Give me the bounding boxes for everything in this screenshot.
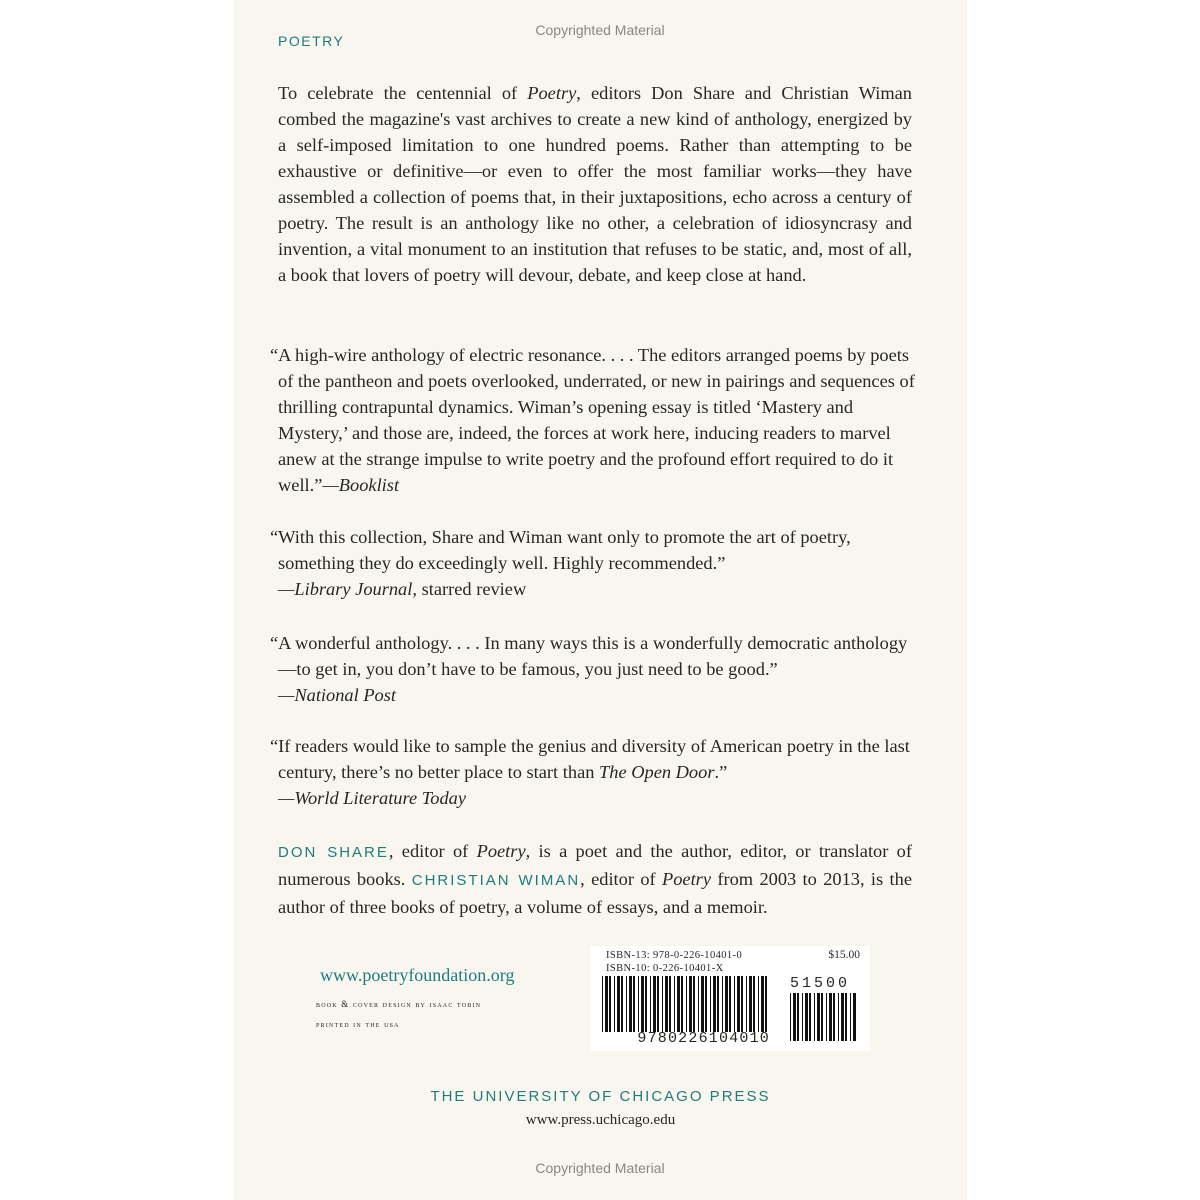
barcode-bar bbox=[614, 976, 615, 1032]
isbn-13: ISBN-13: 978-0-226-10401-0 bbox=[606, 950, 743, 961]
editor-name-christian-wiman: CHRISTIAN WIMAN bbox=[411, 872, 581, 889]
barcode-bar bbox=[761, 976, 764, 1032]
barcode-bar bbox=[701, 976, 704, 1032]
barcode-bar bbox=[609, 976, 611, 1032]
barcode-bar bbox=[826, 993, 827, 1041]
barcode-bar bbox=[853, 993, 856, 1041]
barcode-bar bbox=[805, 993, 808, 1041]
barcode-bar bbox=[749, 976, 752, 1032]
barcode-bar bbox=[705, 976, 707, 1032]
barcode-bar bbox=[797, 993, 799, 1041]
barcode-bar bbox=[665, 976, 668, 1032]
review-quote-library-journal: “With this collection, Share and Wiman want only to promote the art of poetry, something they do exceedingly well. Highly recommended.” —Library Journal, starred review bbox=[270, 524, 920, 602]
barcode-bar bbox=[829, 993, 832, 1041]
barcode-bar bbox=[669, 976, 671, 1032]
barcode-bar bbox=[838, 993, 839, 1041]
ean-digits: 9780226104010 bbox=[637, 1030, 770, 1047]
watermark-top: Copyrighted Material bbox=[535, 22, 665, 38]
price: $15.00 bbox=[828, 949, 860, 961]
quote-source: —Library Journal, starred review bbox=[278, 579, 527, 599]
barcode-bar bbox=[821, 993, 823, 1041]
publisher-url[interactable]: www.press.uchicago.edu bbox=[525, 1112, 676, 1128]
barcode-bar bbox=[722, 976, 723, 1032]
barcode-bar bbox=[638, 976, 639, 1032]
printed-in-usa: printed in the usa bbox=[316, 1019, 400, 1029]
addon-barcode-bars bbox=[790, 993, 860, 1041]
barcode-bar bbox=[686, 976, 687, 1032]
barcode-bar bbox=[713, 976, 716, 1032]
barcode-bar bbox=[741, 976, 743, 1032]
barcode-bar bbox=[746, 976, 747, 1032]
barcode-bar bbox=[833, 993, 835, 1041]
barcode-bar bbox=[850, 993, 851, 1041]
poetry-foundation-url[interactable]: www.poetryfoundation.org bbox=[320, 965, 515, 985]
barcode-bar bbox=[734, 976, 735, 1032]
barcode-bar bbox=[729, 976, 731, 1032]
review-quote-booklist: “A high-wire anthology of electric resonance. . . . The editors arranged poems by poets of the pantheon and poets overlooked, underrated, or new in pairings and sequences of thrilling contrapuntal dynamics. Wiman’s opening essay is titled ‘Mastery and Mystery,’ and those are, indeed, the forces at work here, inducing readers to marvel anew at the strange impulse to write poetry and the profound effort required to do it well.”—Booklist bbox=[270, 345, 915, 495]
isbn-10: ISBN-10: 0-226-10401-X bbox=[606, 963, 724, 974]
editors-bio: DON SHARE, editor of Poetry, is a poet and the author, editor, or translator of numerous books. CHRISTIAN WIMAN, editor of Poetry from 2003 to 2013, is the author of three books of poetry, a volume of essays, and a memoir. bbox=[278, 841, 912, 917]
design-credit: book & cover design by isaac tobin bbox=[316, 999, 482, 1009]
barcode-bar bbox=[602, 976, 603, 1032]
isbn-barcode bbox=[590, 946, 870, 1051]
barcode-bar bbox=[725, 976, 728, 1032]
barcode-bar bbox=[717, 976, 719, 1032]
barcode-bar bbox=[753, 976, 755, 1032]
barcode-bar bbox=[817, 993, 820, 1041]
barcode-bar bbox=[698, 976, 699, 1032]
barcode-bar bbox=[765, 976, 767, 1032]
barcode-bar bbox=[629, 976, 632, 1032]
barcode-bar bbox=[621, 976, 623, 1032]
review-quote-world-literature-today: “If readers would like to sample the genius and diversity of American poetry in the last century, there’s no better place to start than The Open Door.” —World Literature Today bbox=[270, 733, 920, 811]
barcode-bar bbox=[650, 976, 651, 1032]
quote-source: —National Post bbox=[278, 685, 397, 705]
quote-source: —Booklist bbox=[322, 475, 400, 495]
review-quote-national-post: “A wonderful anthology. . . . In many ways this is a wonderfully democratic anthology—to get in, you don’t have to be famous, you just need to be good.” —National Post bbox=[270, 630, 920, 708]
publisher-name: THE UNIVERSITY OF CHICAGO PRESS bbox=[430, 1088, 771, 1105]
barcode-bar bbox=[790, 993, 791, 1041]
barcode-bar bbox=[793, 993, 796, 1041]
barcode-bar bbox=[809, 993, 811, 1041]
barcode-bar bbox=[662, 976, 663, 1032]
barcode-bar bbox=[693, 976, 695, 1032]
addon-number: 51500 bbox=[790, 975, 851, 992]
quote-source: —World Literature Today bbox=[278, 788, 467, 808]
barcode-bar bbox=[802, 993, 803, 1041]
barcode-bar bbox=[633, 976, 635, 1032]
barcode-bar bbox=[674, 976, 675, 1032]
editor-name-don-share: DON SHARE bbox=[278, 844, 389, 861]
barcode-bar bbox=[605, 976, 608, 1032]
barcode-bar bbox=[758, 976, 759, 1032]
barcode-bar bbox=[841, 993, 844, 1041]
barcode-bar bbox=[737, 976, 740, 1032]
category-label: POETRY bbox=[278, 33, 345, 49]
barcode-bar bbox=[677, 976, 680, 1032]
barcode-bar bbox=[689, 976, 692, 1032]
barcode-bar bbox=[645, 976, 647, 1032]
description-blurb: To celebrate the centennial of Poetry, editors Don Share and Christian Wiman combed the magazine's vast archives to create a new kind of anthology, energized by a self-imposed limitation to one hundred poems. Rather than attempting to be exhaustive or definitive—or even to offer the most familiar works—they have assembled a collection of poems that, in their juxtapositions, echo across a century of poetry. The result is an anthology like no other, a celebration of idiosyncrasy and invention, a vital monument to an institution that refuses to be static, and, most of all, a book that lovers of poetry will devour, debate, and keep close at hand. bbox=[278, 83, 912, 285]
barcode-bar bbox=[626, 976, 627, 1032]
barcode-bar bbox=[657, 976, 659, 1032]
barcode-bar bbox=[617, 976, 620, 1032]
barcode-bar bbox=[681, 976, 683, 1032]
barcode-bar bbox=[710, 976, 711, 1032]
barcode-bar bbox=[845, 993, 847, 1041]
barcode-bar bbox=[653, 976, 656, 1032]
ean-barcode-bars bbox=[602, 976, 772, 1032]
barcode-bar bbox=[814, 993, 815, 1041]
barcode-bar bbox=[641, 976, 644, 1032]
watermark-bottom: Copyrighted Material bbox=[535, 1160, 665, 1176]
